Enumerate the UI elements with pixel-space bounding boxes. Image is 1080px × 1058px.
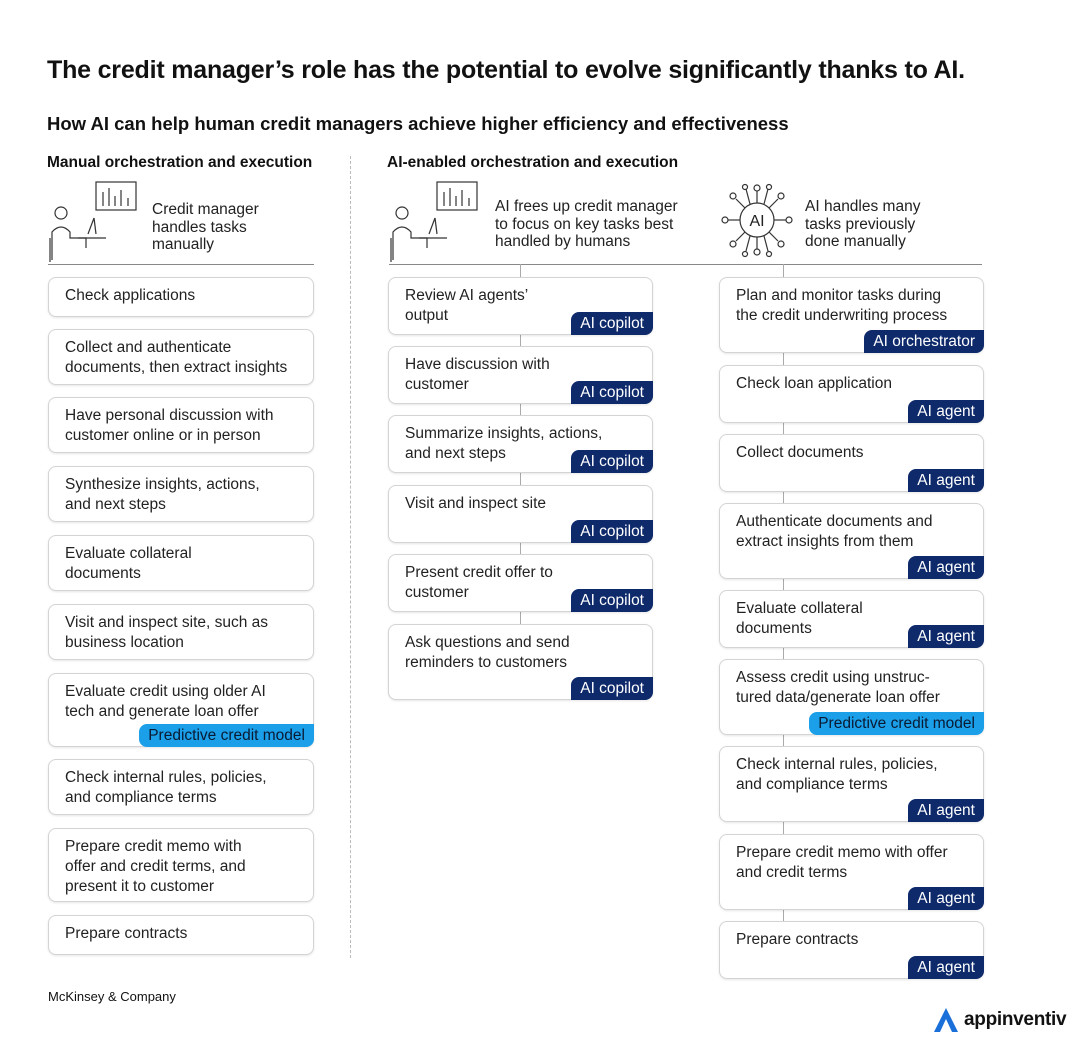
task-text: the credit underwriting process <box>736 307 948 324</box>
task-text: output <box>405 307 449 324</box>
task-text: Have personal discussion with <box>65 407 274 424</box>
brand-logo <box>932 1005 1066 1035</box>
task-text: customer <box>405 376 469 393</box>
task-text: Prepare credit memo with offer <box>736 844 948 861</box>
manual-intro-line: handles tasks <box>152 218 247 236</box>
ai-copilot-badge: AI copilot <box>571 520 653 543</box>
human-task-card <box>388 415 653 473</box>
ai-intro-line: tasks previously <box>805 215 916 233</box>
task-text: Ask questions and send <box>405 634 570 651</box>
manual-task-card <box>48 277 314 317</box>
ai-header-rule <box>389 264 982 265</box>
ai-copilot-badge: AI copilot <box>571 312 653 335</box>
human-task-card <box>388 277 653 335</box>
ai-copilot-badge: AI copilot <box>571 381 653 404</box>
task-text: tech and generate loan offer <box>65 703 259 720</box>
ai-task-card <box>719 834 984 910</box>
task-text: Have discussion with <box>405 356 550 373</box>
task-text: Check internal rules, policies, <box>65 769 267 786</box>
task-text: Present credit offer to <box>405 564 553 581</box>
task-text: and compliance terms <box>65 789 217 806</box>
task-text: extract insights from them <box>736 533 914 550</box>
ai-task-card <box>719 921 984 979</box>
task-text: customer online or in person <box>65 427 261 444</box>
ai-task-card <box>719 746 984 822</box>
task-text: Evaluate collateral <box>65 545 192 562</box>
ai-agent-badge: AI agent <box>908 469 984 492</box>
ai-column-heading: AI-enabled orchestration and execution <box>387 154 679 171</box>
task-text: Collect documents <box>736 444 864 461</box>
task-text: Prepare contracts <box>65 925 188 942</box>
ai-agent-badge: AI agent <box>908 556 984 579</box>
task-text: offer and credit terms, and <box>65 858 246 875</box>
task-text: Check loan application <box>736 375 892 392</box>
manual-intro-line: manually <box>152 236 215 253</box>
human-desk-icon <box>389 180 484 265</box>
human-intro-line: to focus on key tasks best <box>495 215 674 233</box>
manual-task-card <box>48 828 314 902</box>
task-text: customer <box>405 584 469 601</box>
task-text: and credit terms <box>736 864 848 881</box>
task-text: Check internal rules, policies, <box>736 756 938 773</box>
predictive-credit-model-badge: Predictive credit model <box>139 724 314 747</box>
manual-intro-line: Credit manager <box>152 201 259 218</box>
ai-agent-badge: AI agent <box>908 887 984 910</box>
manual-task-card <box>48 329 314 385</box>
task-text: documents, then extract insights <box>65 359 288 376</box>
ai-copilot-badge: AI copilot <box>571 677 653 700</box>
ai-task-card <box>719 365 984 423</box>
ai-intro-line: done manually <box>805 233 906 250</box>
manual-header-rule <box>48 264 314 265</box>
task-text: Prepare contracts <box>736 931 859 948</box>
ai-copilot-badge: AI copilot <box>571 589 653 612</box>
ai-task-card <box>719 503 984 579</box>
task-text: documents <box>65 565 141 582</box>
task-text: Check applications <box>65 287 196 304</box>
task-text: tured data/generate loan offer <box>736 689 940 706</box>
task-text: Visit and inspect site, such as <box>65 614 269 631</box>
ai-agent-badge: AI agent <box>908 400 984 423</box>
ai-task-card <box>719 434 984 492</box>
task-text: Prepare credit memo with <box>65 838 242 855</box>
ai-agent-badge: AI agent <box>908 956 984 979</box>
predictive-credit-model-badge: Predictive credit model <box>809 712 984 735</box>
manual-task-card <box>48 673 314 747</box>
column-divider <box>350 156 351 958</box>
human-task-card <box>388 485 653 543</box>
manual-task-card <box>48 915 314 955</box>
task-text: Collect and authenticate <box>65 339 232 356</box>
task-text: Evaluate credit using older AI <box>65 683 266 700</box>
manual-task-card <box>48 535 314 591</box>
manual-task-card <box>48 397 314 453</box>
task-text: Summarize insights, actions, <box>405 425 603 442</box>
ai-task-card <box>719 277 984 353</box>
task-text: Visit and inspect site <box>405 495 547 512</box>
task-text: Assess credit using unstruc- <box>736 669 930 686</box>
ai-task-card <box>719 590 984 648</box>
task-text: reminders to customers <box>405 654 567 671</box>
task-text: Authenticate documents and <box>736 513 933 530</box>
task-text: business location <box>65 634 184 651</box>
ai-agent-badge: AI agent <box>908 799 984 822</box>
manual-task-card <box>48 466 314 522</box>
brand-name: appinventiv <box>964 1009 1067 1030</box>
task-text: Synthesize insights, actions, <box>65 476 260 493</box>
ai-task-card <box>719 659 984 735</box>
task-text: present it to customer <box>65 878 215 895</box>
appinventiv-logo-icon <box>932 1006 960 1034</box>
ai-agent-badge: AI agent <box>908 625 984 648</box>
human-task-card <box>388 554 653 612</box>
human-task-card <box>388 346 653 404</box>
ai-orchestrator-badge: AI orchestrator <box>864 330 984 353</box>
task-text: Evaluate collateral <box>736 600 863 617</box>
page-subtitle: How AI can help human credit managers achieve higher efficiency and effectiveness <box>47 113 789 134</box>
ai-intro-line: AI handles many <box>805 198 921 215</box>
task-text: and compliance terms <box>736 776 888 793</box>
ai-network-icon <box>720 183 796 259</box>
task-text: and next steps <box>65 496 166 513</box>
manual-column-heading: Manual orchestration and execution <box>47 154 313 171</box>
manual-task-card <box>48 604 314 660</box>
human-intro-line: handled by humans <box>495 233 631 250</box>
task-text: documents <box>736 620 812 637</box>
manual-task-card <box>48 759 314 815</box>
task-text: and next steps <box>405 445 506 462</box>
credit-manager-desk-icon <box>48 180 143 265</box>
page-title: The credit manager’s role has the potential to evolve significantly thanks to AI. <box>47 56 965 84</box>
ai-icon-label: AI <box>749 213 765 230</box>
ai-copilot-badge: AI copilot <box>571 450 653 473</box>
task-text: Plan and monitor tasks during <box>736 287 942 304</box>
task-text: Review AI agents’ <box>405 287 529 304</box>
human-task-card <box>388 624 653 700</box>
source-footer: McKinsey & Company <box>48 989 176 1004</box>
human-intro-line: AI frees up credit manager <box>495 198 678 215</box>
